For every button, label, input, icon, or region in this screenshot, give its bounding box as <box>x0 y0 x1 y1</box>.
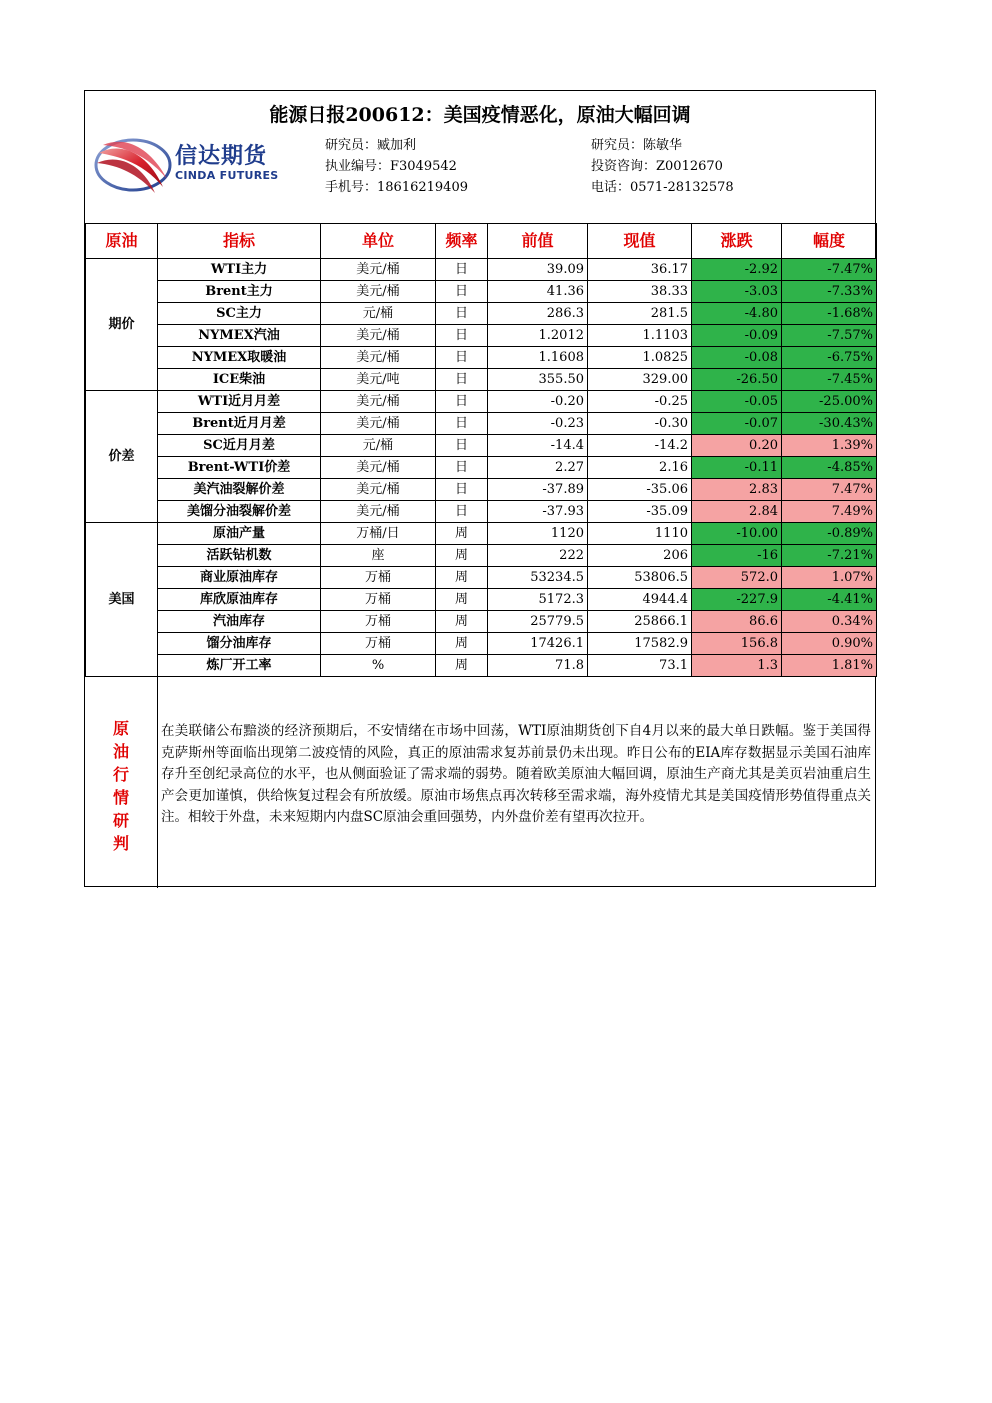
header-cell: 指标 <box>158 224 321 259</box>
table-row <box>86 347 877 369</box>
header-cell: 涨跌 <box>692 224 782 259</box>
indicator-cell: 美汽油裂解价差 <box>158 479 321 501</box>
change-cell: -26.50 <box>692 369 782 391</box>
table-row <box>86 501 877 523</box>
table-header-row <box>86 224 877 259</box>
researcher-info-left <box>325 135 468 198</box>
current-value-cell: 4944.4 <box>588 589 692 611</box>
previous-value-cell: 17426.1 <box>488 633 588 655</box>
current-value-cell: 206 <box>588 545 692 567</box>
change-cell: 86.6 <box>692 611 782 633</box>
indicator-cell: WTI近月月差 <box>158 391 321 413</box>
frequency-cell: 日 <box>436 259 488 281</box>
table-row <box>86 567 877 589</box>
frequency-cell: 日 <box>436 479 488 501</box>
previous-value-cell: -37.89 <box>488 479 588 501</box>
previous-value-cell: -0.23 <box>488 413 588 435</box>
change-cell: 2.83 <box>692 479 782 501</box>
change-cell: 0.20 <box>692 435 782 457</box>
indicator-cell: 库欣原油库存 <box>158 589 321 611</box>
previous-value-cell: 41.36 <box>488 281 588 303</box>
unit-cell: 万桶 <box>321 611 436 633</box>
researcher-info-right <box>591 135 734 198</box>
unit-cell: 美元/桶 <box>321 281 436 303</box>
change-cell: -2.92 <box>692 259 782 281</box>
table-row <box>86 303 877 325</box>
table-row <box>86 325 877 347</box>
indicator-cell: ICE柴油 <box>158 369 321 391</box>
frequency-cell: 日 <box>436 435 488 457</box>
percent-change-cell: 0.34% <box>782 611 877 633</box>
frequency-cell: 周 <box>436 633 488 655</box>
percent-change-cell: 7.47% <box>782 479 877 501</box>
previous-value-cell: -37.93 <box>488 501 588 523</box>
frequency-cell: 周 <box>436 567 488 589</box>
current-value-cell: 53806.5 <box>588 567 692 589</box>
indicator-cell: SC主力 <box>158 303 321 325</box>
unit-cell: % <box>321 655 436 677</box>
unit-cell: 美元/桶 <box>321 457 436 479</box>
unit-cell: 美元/桶 <box>321 347 436 369</box>
unit-cell: 元/桶 <box>321 435 436 457</box>
frequency-cell: 日 <box>436 281 488 303</box>
frequency-cell: 日 <box>436 501 488 523</box>
current-value-cell: 17582.9 <box>588 633 692 655</box>
table-row <box>86 655 877 677</box>
category-cell: 期价 <box>86 259 158 391</box>
frequency-cell: 周 <box>436 611 488 633</box>
report-sheet <box>84 90 876 887</box>
market-analysis-section <box>85 676 875 888</box>
previous-value-cell: 1120 <box>488 523 588 545</box>
percent-change-cell: 1.39% <box>782 435 877 457</box>
unit-cell: 美元/桶 <box>321 479 436 501</box>
unit-cell: 万桶 <box>321 633 436 655</box>
previous-value-cell: 355.50 <box>488 369 588 391</box>
percent-change-cell: -7.33% <box>782 281 877 303</box>
frequency-cell: 周 <box>436 589 488 611</box>
change-cell: -4.80 <box>692 303 782 325</box>
current-value-cell: 38.33 <box>588 281 692 303</box>
researcher-license: 投资咨询：Z0012670 <box>591 159 723 174</box>
change-cell: -16 <box>692 545 782 567</box>
percent-change-cell: -7.21% <box>782 545 877 567</box>
cinda-logo <box>93 135 283 195</box>
unit-cell: 美元/桶 <box>321 413 436 435</box>
previous-value-cell: 71.8 <box>488 655 588 677</box>
indicator-cell: WTI主力 <box>158 259 321 281</box>
unit-cell: 美元/桶 <box>321 325 436 347</box>
frequency-cell: 日 <box>436 325 488 347</box>
logo-english-name: CINDA FUTURES <box>175 169 279 182</box>
logo-chinese-name: 信达期货 <box>175 144 268 169</box>
change-cell: -0.09 <box>692 325 782 347</box>
indicator-table <box>85 223 877 677</box>
previous-value-cell: 1.1608 <box>488 347 588 369</box>
indicator-cell: 汽油库存 <box>158 611 321 633</box>
indicator-cell: SC近月月差 <box>158 435 321 457</box>
header-cell: 现值 <box>588 224 692 259</box>
indicator-cell: 商业原油库存 <box>158 567 321 589</box>
table-row <box>86 391 877 413</box>
unit-cell: 美元/桶 <box>321 391 436 413</box>
previous-value-cell: 286.3 <box>488 303 588 325</box>
change-cell: -3.03 <box>692 281 782 303</box>
current-value-cell: 36.17 <box>588 259 692 281</box>
percent-change-cell: -25.00% <box>782 391 877 413</box>
change-cell: -0.08 <box>692 347 782 369</box>
change-cell: -0.05 <box>692 391 782 413</box>
indicator-cell: 炼厂开工率 <box>158 655 321 677</box>
change-cell: -227.9 <box>692 589 782 611</box>
indicator-cell: Brent主力 <box>158 281 321 303</box>
researcher-license: 执业编号：F3049542 <box>325 159 457 174</box>
current-value-cell: -14.2 <box>588 435 692 457</box>
change-cell: -0.11 <box>692 457 782 479</box>
table-row <box>86 479 877 501</box>
percent-change-cell: 1.81% <box>782 655 877 677</box>
table-row <box>86 523 877 545</box>
indicator-cell: NYMEX取暖油 <box>158 347 321 369</box>
previous-value-cell: 1.2012 <box>488 325 588 347</box>
previous-value-cell: 25779.5 <box>488 611 588 633</box>
change-cell: 572.0 <box>692 567 782 589</box>
frequency-cell: 周 <box>436 655 488 677</box>
previous-value-cell: 2.27 <box>488 457 588 479</box>
frequency-cell: 周 <box>436 545 488 567</box>
percent-change-cell: 7.49% <box>782 501 877 523</box>
table-row <box>86 413 877 435</box>
frequency-cell: 周 <box>436 523 488 545</box>
unit-cell: 万桶 <box>321 589 436 611</box>
category-cell: 美国 <box>86 523 158 677</box>
percent-change-cell: -7.45% <box>782 369 877 391</box>
researcher-name: 研究员：臧加利 <box>325 138 417 153</box>
change-cell: 2.84 <box>692 501 782 523</box>
unit-cell: 万桶/日 <box>321 523 436 545</box>
header-cell: 幅度 <box>782 224 877 259</box>
previous-value-cell: 5172.3 <box>488 589 588 611</box>
table-row <box>86 611 877 633</box>
indicator-cell: Brent-WTI价差 <box>158 457 321 479</box>
current-value-cell: 25866.1 <box>588 611 692 633</box>
percent-change-cell: -30.43% <box>782 413 877 435</box>
percent-change-cell: -7.47% <box>782 259 877 281</box>
percent-change-cell: -6.75% <box>782 347 877 369</box>
report-header <box>85 91 875 224</box>
current-value-cell: 329.00 <box>588 369 692 391</box>
analysis-text: 在美联储公布黯淡的经济预期后，不安情绪在市场中回荡，WTI原油期货创下自4月以来的最大单日跌幅。鉴于美国得克萨斯州等面临出现第二波疫情的风险，真正的原油需求复苏前景仍未出现。昨日公布的EIA库存数据显示美国石油库存升至创纪录高位的水平，也从侧面验证了需求端的弱势。随着欧美原油大幅回调，原油生产商尤其是美页岩油重启生产会更加谨慎，供给恢复过程会有所放缓。原油市场焦点再次转移至需求端，海外疫情尤其是美国疫情形势值得重点关注。相较于外盘，未来短期内内盘SC原油会重回强势，内外盘价差有望再次拉开。 <box>161 723 871 825</box>
percent-change-cell: -4.85% <box>782 457 877 479</box>
change-cell: -10.00 <box>692 523 782 545</box>
unit-cell: 万桶 <box>321 567 436 589</box>
analysis-label: 原油行情研判 <box>112 719 129 853</box>
researcher-phone: 电话：0571-28132578 <box>591 180 734 195</box>
previous-value-cell: -0.20 <box>488 391 588 413</box>
current-value-cell: 2.16 <box>588 457 692 479</box>
previous-value-cell: 39.09 <box>488 259 588 281</box>
cinda-logo-icon <box>93 135 173 195</box>
current-value-cell: -0.30 <box>588 413 692 435</box>
change-cell: 156.8 <box>692 633 782 655</box>
table-row <box>86 259 877 281</box>
frequency-cell: 日 <box>436 413 488 435</box>
report-title: 能源日报200612：美国疫情恶化，原油大幅回调 <box>269 104 691 126</box>
unit-cell: 元/桶 <box>321 303 436 325</box>
category-cell: 价差 <box>86 391 158 523</box>
current-value-cell: 1.0825 <box>588 347 692 369</box>
indicator-cell: 原油产量 <box>158 523 321 545</box>
indicator-cell: NYMEX汽油 <box>158 325 321 347</box>
table-row <box>86 281 877 303</box>
header-cell: 频率 <box>436 224 488 259</box>
indicator-cell: Brent近月月差 <box>158 413 321 435</box>
previous-value-cell: -14.4 <box>488 435 588 457</box>
unit-cell: 美元/桶 <box>321 501 436 523</box>
table-row <box>86 589 877 611</box>
table-row <box>86 633 877 655</box>
current-value-cell: -35.09 <box>588 501 692 523</box>
current-value-cell: 1110 <box>588 523 692 545</box>
previous-value-cell: 53234.5 <box>488 567 588 589</box>
frequency-cell: 日 <box>436 347 488 369</box>
header-cell: 单位 <box>321 224 436 259</box>
table-row <box>86 545 877 567</box>
percent-change-cell: -7.57% <box>782 325 877 347</box>
researcher-name: 研究员：陈敏华 <box>591 138 683 153</box>
percent-change-cell: -1.68% <box>782 303 877 325</box>
current-value-cell: 281.5 <box>588 303 692 325</box>
table-row <box>86 435 877 457</box>
indicator-cell: 活跃钻机数 <box>158 545 321 567</box>
current-value-cell: 73.1 <box>588 655 692 677</box>
researcher-phone: 手机号：18616219409 <box>325 180 468 195</box>
percent-change-cell: -4.41% <box>782 589 877 611</box>
header-cell: 前值 <box>488 224 588 259</box>
indicator-cell: 美馏分油裂解价差 <box>158 501 321 523</box>
previous-value-cell: 222 <box>488 545 588 567</box>
change-cell: 1.3 <box>692 655 782 677</box>
percent-change-cell: 1.07% <box>782 567 877 589</box>
header-cell: 原油 <box>86 224 158 259</box>
current-value-cell: 1.1103 <box>588 325 692 347</box>
percent-change-cell: -0.89% <box>782 523 877 545</box>
frequency-cell: 日 <box>436 391 488 413</box>
unit-cell: 座 <box>321 545 436 567</box>
indicator-cell: 馏分油库存 <box>158 633 321 655</box>
current-value-cell: -0.25 <box>588 391 692 413</box>
frequency-cell: 日 <box>436 369 488 391</box>
unit-cell: 美元/吨 <box>321 369 436 391</box>
table-row <box>86 369 877 391</box>
frequency-cell: 日 <box>436 303 488 325</box>
percent-change-cell: 0.90% <box>782 633 877 655</box>
current-value-cell: -35.06 <box>588 479 692 501</box>
change-cell: -0.07 <box>692 413 782 435</box>
table-row <box>86 457 877 479</box>
frequency-cell: 日 <box>436 457 488 479</box>
analysis-label-cell <box>85 677 158 888</box>
unit-cell: 美元/桶 <box>321 259 436 281</box>
